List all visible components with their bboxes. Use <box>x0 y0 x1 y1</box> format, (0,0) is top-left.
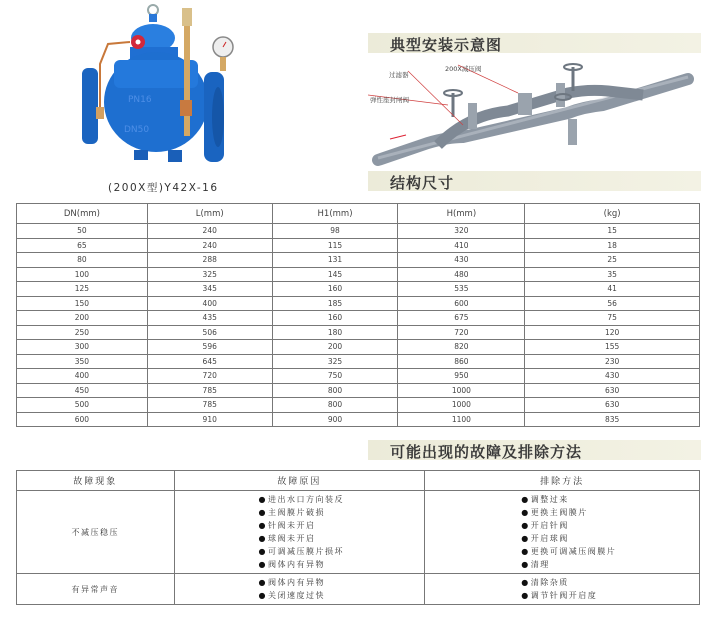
table-cell: 430 <box>398 253 525 268</box>
table-cell: 345 <box>147 282 272 297</box>
table-cell: 596 <box>147 340 272 355</box>
col-symptom: 故障现象 <box>17 471 175 491</box>
list-item: ● 调整过来 <box>521 493 699 506</box>
dimensions-title: 结构尺寸 <box>390 174 455 192</box>
table-cell: 720 <box>398 325 525 340</box>
table-cell: 535 <box>398 282 525 297</box>
remedy-cell <box>425 491 700 574</box>
table-row <box>17 238 700 253</box>
table-cell: 835 <box>525 412 700 427</box>
table-cell: 820 <box>398 340 525 355</box>
table-cell: 785 <box>147 383 272 398</box>
col-l: L(mm) <box>147 204 272 224</box>
list-item: ● 进出水口方向装反 <box>259 493 425 506</box>
table-row <box>17 296 700 311</box>
table-cell: 325 <box>272 354 398 369</box>
symptom-cell: 不减压稳压 <box>17 491 175 574</box>
table-cell: 675 <box>398 311 525 326</box>
table-cell: 910 <box>147 412 272 427</box>
table-header-row <box>17 471 700 491</box>
list-item: ● 主阀膜片破损 <box>259 506 425 519</box>
cause-cell <box>174 574 425 605</box>
label-pressure-valve: 200X减压阀 <box>445 65 482 73</box>
list-item: ● 针阀未开启 <box>259 519 425 532</box>
table-cell: 1100 <box>398 412 525 427</box>
table-cell: 750 <box>272 369 398 384</box>
table-cell: 325 <box>147 267 272 282</box>
table-cell: 18 <box>525 238 700 253</box>
table-row <box>17 574 700 605</box>
col-remedy: 排除方法 <box>425 471 700 491</box>
table-cell: 1000 <box>398 383 525 398</box>
svg-text:DN50: DN50 <box>124 125 150 135</box>
table-row <box>17 267 700 282</box>
cause-cell <box>174 491 425 574</box>
col-kg: (kg) <box>525 204 700 224</box>
table-cell: 98 <box>272 224 398 239</box>
table-cell: 65 <box>17 238 148 253</box>
table-cell: 115 <box>272 238 398 253</box>
table-row <box>17 369 700 384</box>
table-cell: 950 <box>398 369 525 384</box>
table-cell: 645 <box>147 354 272 369</box>
table-cell: 56 <box>525 296 700 311</box>
table-cell: 35 <box>525 267 700 282</box>
table-cell: 100 <box>17 267 148 282</box>
table-cell: 160 <box>272 282 398 297</box>
installation-diagram <box>368 55 701 167</box>
table-cell: 230 <box>525 354 700 369</box>
col-cause: 故障原因 <box>174 471 425 491</box>
table-cell: 450 <box>17 383 148 398</box>
table-row <box>17 282 700 297</box>
table-row <box>17 412 700 427</box>
table-cell: 250 <box>17 325 148 340</box>
label-gate-valve: 弹性座封闸阀 <box>370 96 409 104</box>
install-title: 典型安装示意图 <box>390 36 503 54</box>
list-item: ● 清理 <box>521 558 699 571</box>
list-item: ● 可调减压膜片损坏 <box>259 545 425 558</box>
table-cell: 240 <box>147 238 272 253</box>
table-cell: 320 <box>398 224 525 239</box>
list-item: ● 球阀未开启 <box>259 532 425 545</box>
table-cell: 1000 <box>398 398 525 413</box>
table-cell: 200 <box>272 340 398 355</box>
list-item: ● 更换可调减压阀膜片 <box>521 545 699 558</box>
table-cell: 400 <box>147 296 272 311</box>
section-header-faults <box>368 440 701 460</box>
table-cell: 75 <box>525 311 700 326</box>
table-row <box>17 311 700 326</box>
table-cell: 800 <box>272 383 398 398</box>
table-cell: 80 <box>17 253 148 268</box>
table-cell: 185 <box>272 296 398 311</box>
list-item: ● 开启针阀 <box>521 519 699 532</box>
list-item: ● 阀体内有异物 <box>259 558 425 571</box>
col-dn: DN(mm) <box>17 204 148 224</box>
table-cell: 150 <box>17 296 148 311</box>
table-cell: 41 <box>525 282 700 297</box>
table-cell: 15 <box>525 224 700 239</box>
list-item: ● 开启球阀 <box>521 532 699 545</box>
table-cell: 50 <box>17 224 148 239</box>
section-header-install <box>368 33 701 53</box>
table-cell: 131 <box>272 253 398 268</box>
table-cell: 240 <box>147 224 272 239</box>
table-row <box>17 224 700 239</box>
svg-text:PN16: PN16 <box>128 95 152 105</box>
faults-table <box>16 470 700 605</box>
table-cell: 800 <box>272 398 398 413</box>
remedy-cell <box>425 574 700 605</box>
table-cell: 500 <box>17 398 148 413</box>
table-cell: 120 <box>525 325 700 340</box>
table-cell: 630 <box>525 383 700 398</box>
section-header-dimensions <box>368 171 701 191</box>
table-cell: 720 <box>147 369 272 384</box>
list-item: ● 关闭速度过快 <box>259 589 425 602</box>
table-row <box>17 398 700 413</box>
table-cell: 506 <box>147 325 272 340</box>
col-h1: H1(mm) <box>272 204 398 224</box>
table-cell: 350 <box>17 354 148 369</box>
product-caption: (200X型)Y42X-16 <box>108 182 219 194</box>
table-cell: 860 <box>398 354 525 369</box>
list-item: ● 更换主阀膜片 <box>521 506 699 519</box>
table-cell: 155 <box>525 340 700 355</box>
table-cell: 288 <box>147 253 272 268</box>
table-cell: 480 <box>398 267 525 282</box>
table-cell: 160 <box>272 311 398 326</box>
col-h: H(mm) <box>398 204 525 224</box>
table-cell: 435 <box>147 311 272 326</box>
faults-title: 可能出现的故障及排除方法 <box>390 443 583 461</box>
table-row <box>17 354 700 369</box>
list-item: ● 阀体内有异物 <box>259 576 425 589</box>
dimensions-table <box>16 203 700 427</box>
list-item: ● 调节针阀开启度 <box>521 589 699 602</box>
table-row <box>17 383 700 398</box>
table-cell: 900 <box>272 412 398 427</box>
table-cell: 600 <box>398 296 525 311</box>
list-item: ● 清除杂质 <box>521 576 699 589</box>
table-cell: 630 <box>525 398 700 413</box>
table-cell: 145 <box>272 267 398 282</box>
symptom-cell: 有异常声音 <box>17 574 175 605</box>
table-cell: 25 <box>525 253 700 268</box>
table-cell: 300 <box>17 340 148 355</box>
table-row <box>17 325 700 340</box>
table-row <box>17 253 700 268</box>
table-row <box>17 491 700 574</box>
table-cell: 125 <box>17 282 148 297</box>
table-cell: 600 <box>17 412 148 427</box>
table-row <box>17 340 700 355</box>
label-filter: 过滤器 <box>389 71 409 79</box>
table-header-row <box>17 204 700 224</box>
valve-product-image <box>78 2 248 172</box>
table-cell: 400 <box>17 369 148 384</box>
table-cell: 200 <box>17 311 148 326</box>
table-cell: 180 <box>272 325 398 340</box>
table-cell: 410 <box>398 238 525 253</box>
table-cell: 430 <box>525 369 700 384</box>
table-cell: 785 <box>147 398 272 413</box>
